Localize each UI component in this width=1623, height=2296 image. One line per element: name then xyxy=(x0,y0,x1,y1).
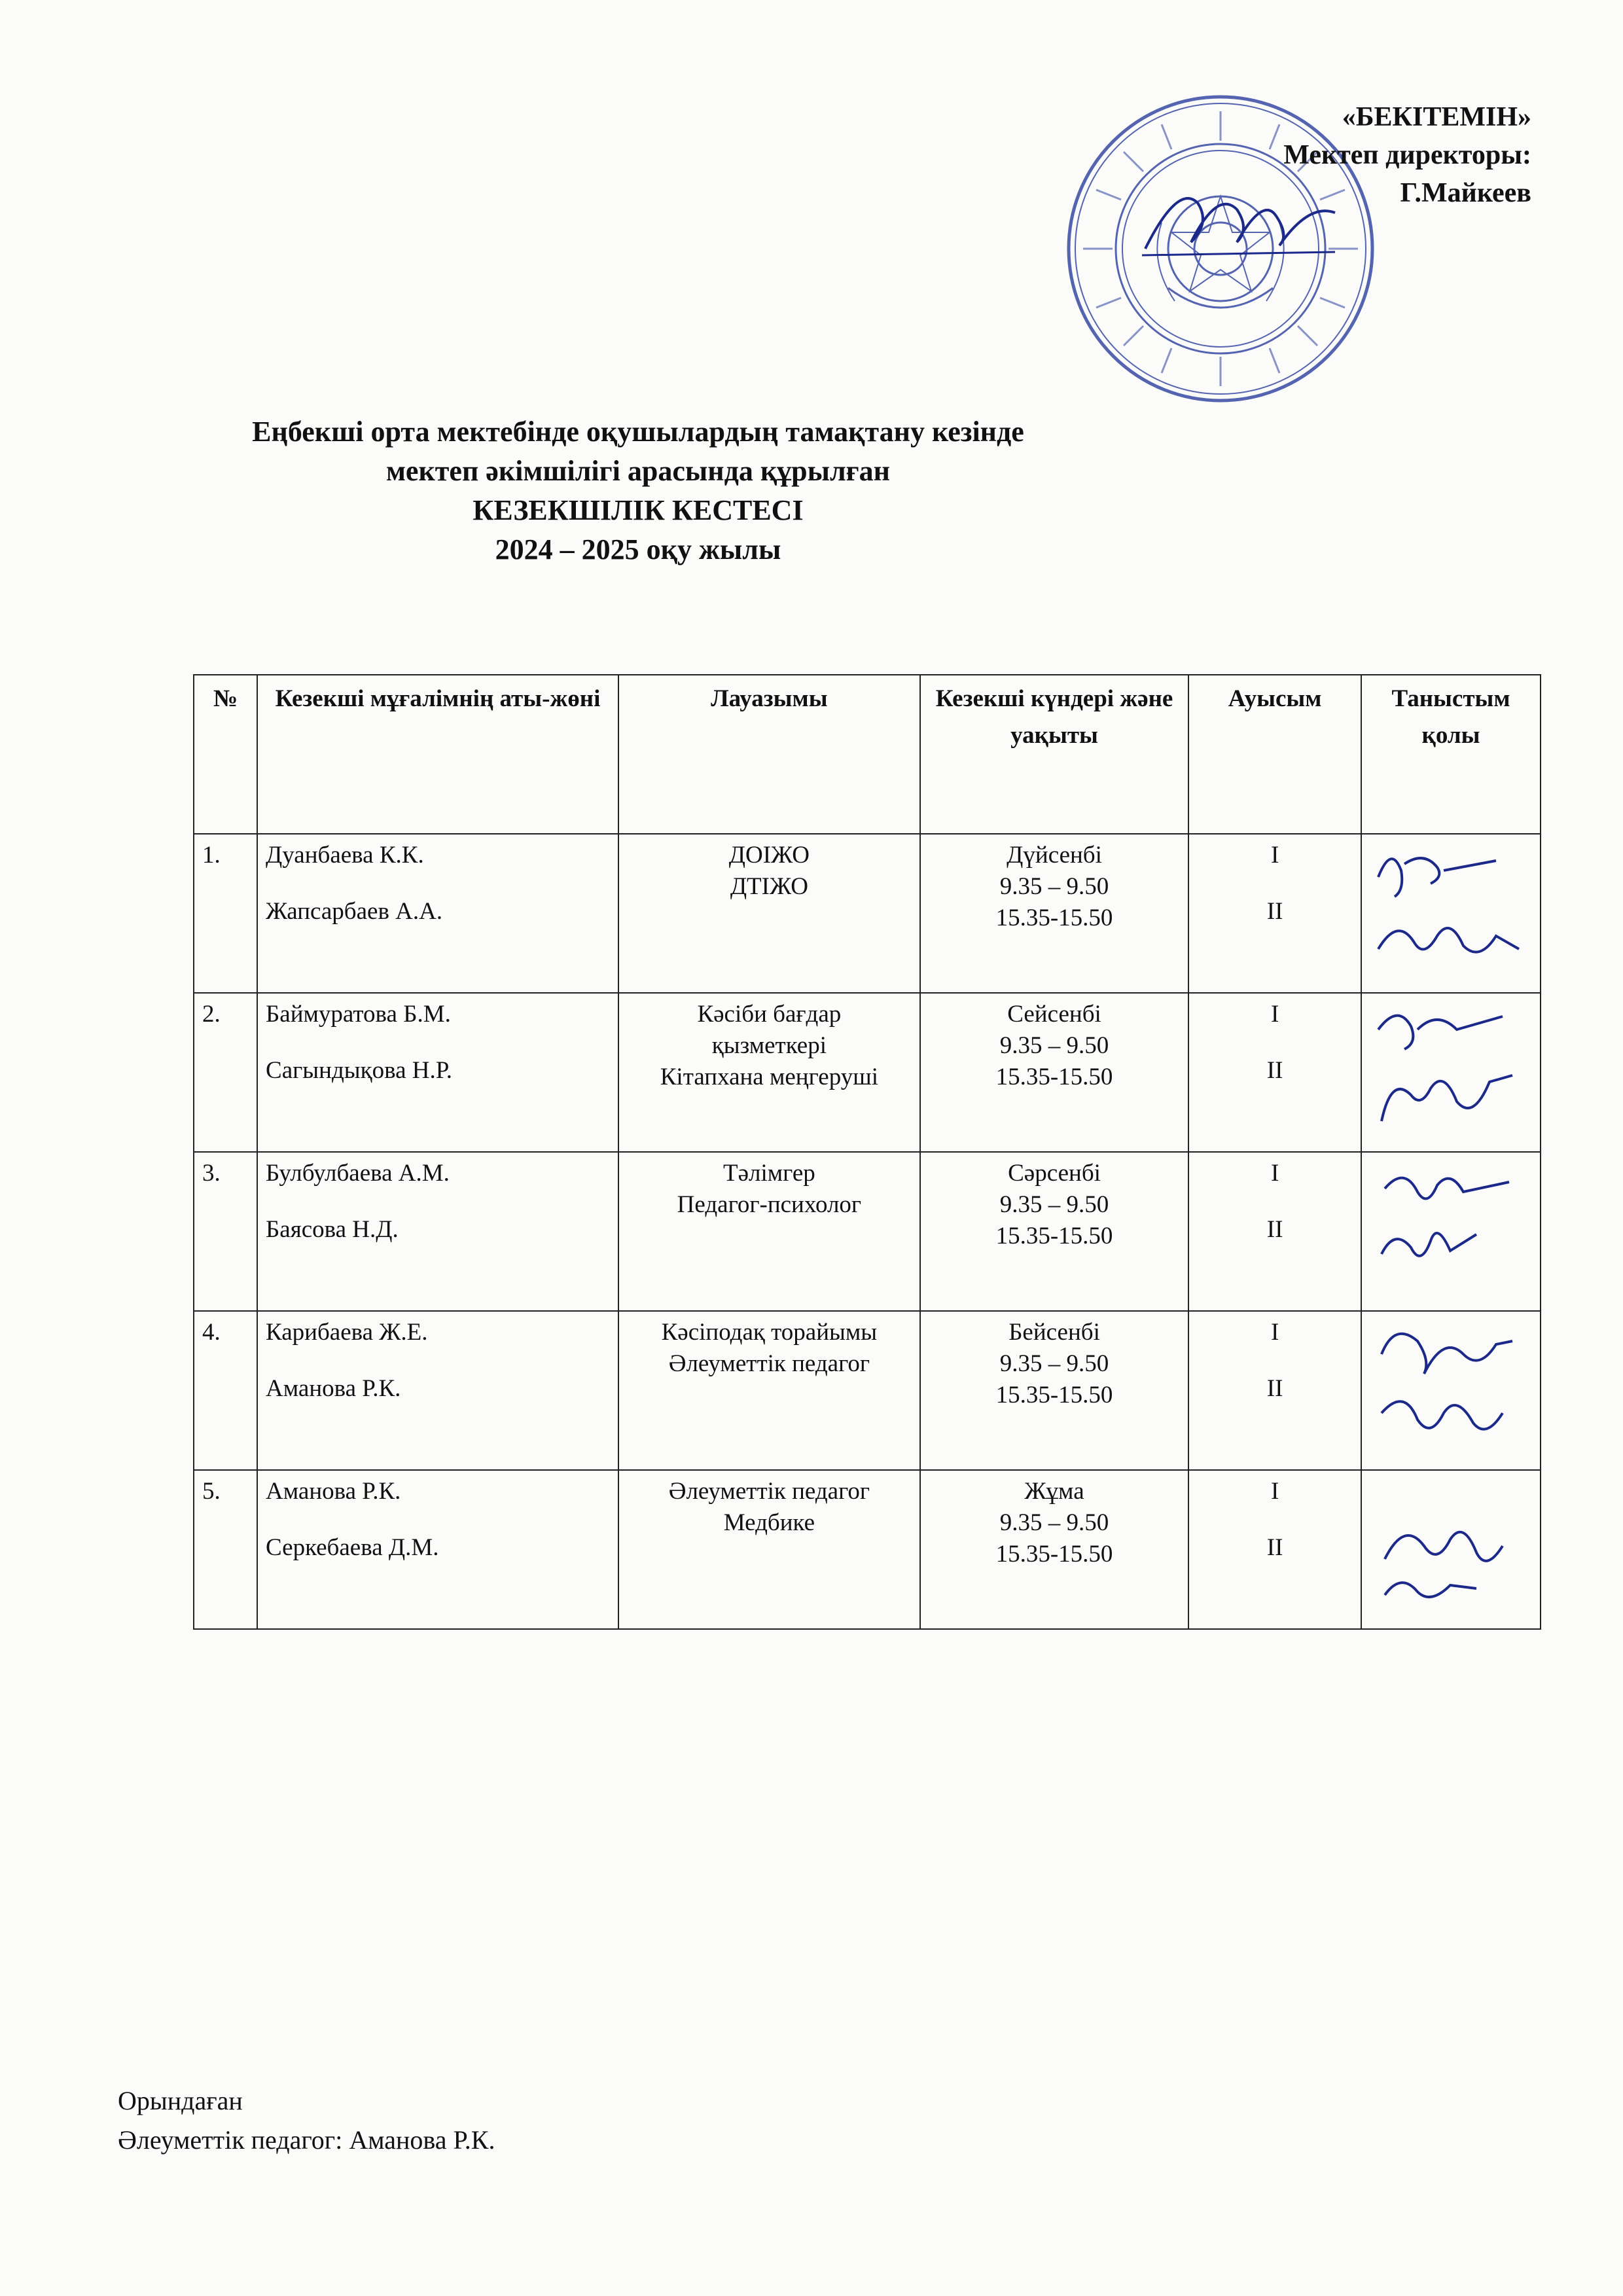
position-1: ДОІЖО xyxy=(728,842,810,869)
teacher-names xyxy=(257,993,618,1152)
duty-day: Бейсенбі xyxy=(1008,1319,1100,1346)
position-2: Педагог-психолог xyxy=(677,1191,862,1218)
cell-num: 1. xyxy=(202,842,221,869)
duty-day-time xyxy=(920,1152,1188,1311)
teacher-name-1: Дуанбаева К.К. xyxy=(266,842,424,869)
position-2: Кітапхана меңгеруші xyxy=(660,1064,879,1090)
shift-1: I xyxy=(1270,1160,1279,1187)
shift-1: I xyxy=(1270,1478,1279,1505)
footer-label: Орындаған xyxy=(118,2086,243,2115)
header-position: Лауазымы xyxy=(618,675,920,834)
document-title xyxy=(196,412,1080,569)
acknowledgement-signatures xyxy=(1365,997,1522,1138)
row-number xyxy=(194,834,257,993)
title-line-2: мектеп әкімшілігі арасында құрылған xyxy=(385,455,891,487)
shift-1: I xyxy=(1270,1001,1279,1028)
signature-1 xyxy=(1385,1178,1509,1199)
signature-cell xyxy=(1361,993,1541,1152)
table-header-row xyxy=(194,675,1541,834)
positions xyxy=(618,1311,920,1470)
teacher-name-1: Карибаева Ж.Е. xyxy=(266,1319,428,1346)
positions xyxy=(618,1470,920,1629)
footer-author: Әлеуметтік педагог: Аманова Р.К. xyxy=(118,2125,495,2155)
teacher-name-2: Сагындықова Н.Р. xyxy=(266,1057,452,1084)
duty-day: Сейсенбі xyxy=(1007,1001,1101,1028)
teacher-name-2: Жапсарбаев А.А. xyxy=(266,898,443,925)
cell-num: 4. xyxy=(202,1319,221,1346)
shift-2: II xyxy=(1266,1216,1283,1243)
signature-2 xyxy=(1378,928,1519,952)
header-num: № xyxy=(194,675,257,834)
signature-cell xyxy=(1361,834,1541,993)
teacher-name-2: Баясова Н.Д. xyxy=(266,1216,399,1243)
signature-cell xyxy=(1361,1470,1541,1629)
signature-cell xyxy=(1361,1152,1541,1311)
title-line-3: КЕЗЕКШІЛІК КЕСТЕСІ xyxy=(473,494,804,526)
table-row xyxy=(194,834,1541,993)
teacher-names xyxy=(257,1470,618,1629)
duty-time-2: 15.35-15.50 xyxy=(995,1382,1113,1408)
teacher-name-1: Аманова Р.К. xyxy=(266,1478,401,1505)
footer xyxy=(118,2081,495,2160)
signature-1 xyxy=(1382,1334,1512,1374)
signature-cell xyxy=(1361,1311,1541,1470)
signature-2 xyxy=(1382,1233,1476,1256)
duty-day-time xyxy=(920,1311,1188,1470)
signature-1 xyxy=(1378,1016,1503,1049)
row-number xyxy=(194,1470,257,1629)
row-number xyxy=(194,1311,257,1470)
teacher-names xyxy=(257,1152,618,1311)
shift-2: II xyxy=(1266,1375,1283,1402)
signature-2 xyxy=(1385,1583,1476,1597)
duty-time-2: 15.35-15.50 xyxy=(995,905,1113,931)
header-signature: Таныстым қолы xyxy=(1361,675,1541,834)
duty-day: Сәрсенбі xyxy=(1008,1160,1101,1187)
cell-num: 3. xyxy=(202,1160,221,1187)
duty-time-1: 9.35 – 9.50 xyxy=(999,1191,1109,1218)
position-1: Кәсіподақ торайымы xyxy=(661,1319,878,1346)
teacher-names xyxy=(257,1311,618,1470)
table-row xyxy=(194,1470,1541,1629)
shift-1: I xyxy=(1270,842,1279,869)
duty-day: Дүйсенбі xyxy=(1007,842,1102,869)
approval-director-name: Г.Майкеев xyxy=(1400,178,1531,208)
teacher-name-1: Булбулбаева А.М. xyxy=(266,1160,450,1187)
title-line-4: 2024 – 2025 оқу жылы xyxy=(495,533,781,565)
acknowledgement-signatures xyxy=(1365,838,1522,978)
duty-day: Жұма xyxy=(1024,1478,1084,1505)
duty-day-time xyxy=(920,834,1188,993)
teacher-names xyxy=(257,834,618,993)
shifts xyxy=(1188,834,1361,993)
acknowledgement-signatures xyxy=(1365,1315,1522,1456)
teacher-name-2: Аманова Р.К. xyxy=(266,1375,401,1402)
shifts xyxy=(1188,993,1361,1152)
teacher-name-2: Серкебаева Д.М. xyxy=(266,1534,439,1561)
shift-2: II xyxy=(1266,1057,1283,1084)
position-1: Кәсіби бағдар xyxy=(697,1001,842,1028)
approval-role: Мектеп директоры: xyxy=(1283,140,1531,170)
duty-time-1: 9.35 – 9.50 xyxy=(999,1032,1109,1059)
shifts xyxy=(1188,1152,1361,1311)
shifts xyxy=(1188,1311,1361,1470)
acknowledgement-signatures xyxy=(1365,1474,1522,1615)
cell-num: 2. xyxy=(202,1001,221,1028)
duty-time-1: 9.35 – 9.50 xyxy=(999,1509,1109,1536)
signature-2 xyxy=(1382,1401,1503,1429)
duty-time-2: 15.35-15.50 xyxy=(995,1064,1113,1090)
position-1b: қызметкері xyxy=(711,1032,827,1059)
positions xyxy=(618,834,920,993)
position-1: Тәлімгер xyxy=(722,1160,815,1187)
positions xyxy=(618,993,920,1152)
position-2: Медбике xyxy=(723,1509,815,1536)
cell-num: 5. xyxy=(202,1478,221,1505)
shift-2: II xyxy=(1266,1534,1283,1561)
shift-2: II xyxy=(1266,898,1283,925)
signature-2 xyxy=(1382,1075,1512,1121)
table-row xyxy=(194,1152,1541,1311)
shifts xyxy=(1188,1470,1361,1629)
duty-day-time xyxy=(920,993,1188,1152)
table-row xyxy=(194,1311,1541,1470)
duty-time-1: 9.35 – 9.50 xyxy=(999,873,1109,900)
signature-1 xyxy=(1378,858,1496,897)
row-number xyxy=(194,993,257,1152)
duty-schedule-table xyxy=(193,674,1541,1630)
approval-heading: «БЕКІТЕМІН» xyxy=(1342,102,1531,132)
signature-1 xyxy=(1385,1532,1503,1561)
acknowledgement-signatures xyxy=(1365,1156,1522,1297)
duty-time-2: 15.35-15.50 xyxy=(995,1541,1113,1568)
row-number xyxy=(194,1152,257,1311)
teacher-name-1: Баймуратова Б.М. xyxy=(266,1001,451,1028)
duty-day-time xyxy=(920,1470,1188,1629)
header-shift: Ауысым xyxy=(1188,675,1361,834)
duty-time-1: 9.35 – 9.50 xyxy=(999,1350,1109,1377)
position-1: Әлеуметтік педагог xyxy=(668,1478,870,1505)
duty-time-2: 15.35-15.50 xyxy=(995,1223,1113,1249)
shift-1: I xyxy=(1270,1319,1279,1346)
positions xyxy=(618,1152,920,1311)
approval-block xyxy=(1165,98,1531,212)
title-line-1: Еңбекші орта мектебінде оқушылардың тамақтану кезінде xyxy=(252,416,1024,448)
header-days: Кезекші күндері және уақыты xyxy=(920,675,1188,834)
table-row xyxy=(194,993,1541,1152)
header-name: Кезекші мұғалімнің аты-жөні xyxy=(257,675,618,834)
position-2: Әлеуметтік педагог xyxy=(668,1350,870,1377)
position-2: ДТІЖО xyxy=(730,873,808,900)
